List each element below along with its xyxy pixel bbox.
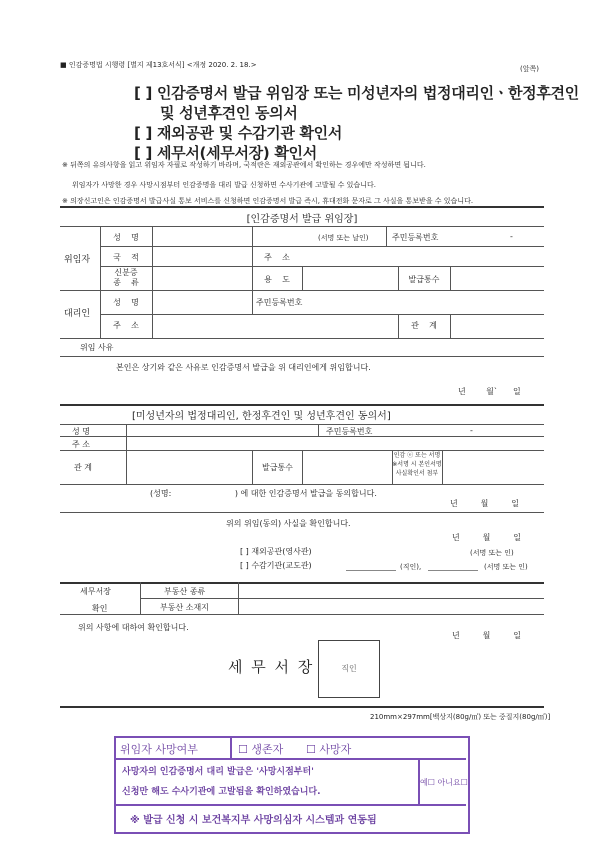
property-location-label: 부동산 소재지 (160, 603, 209, 612)
official-seal-box (318, 640, 380, 698)
title-1b: 및 성년후견인 동의서 (160, 104, 298, 122)
stamp-footer: ※ 발급 신청 시 보건복지부 사망의심자 시스템과 연동됨 (130, 815, 377, 826)
paper-spec: 210mm×297mm[백상지(80g/㎡) 또는 중질지(80g/㎡)] (370, 713, 551, 721)
overseas-sign: (서명 또는 인) (470, 549, 514, 557)
death-check-label: 위임자 사망여부 (120, 743, 198, 756)
s2-relation-label: 관 계 (74, 463, 92, 472)
section1-title: [인감증명서 발급 위임장] (246, 214, 358, 225)
prison-seal: (직인), (400, 563, 422, 571)
title-1: [ ] 인감증명서 발급 위임장 또는 미성년자의 법정대리인ㆍ한정후견인 (134, 84, 579, 102)
nationality-label: 국 적 (113, 253, 139, 262)
agent-address-label: 주 소 (113, 321, 139, 330)
rrn-dash: - (510, 232, 513, 241)
id-type-label: 신분증 종 류 (113, 268, 139, 287)
overseas-mission[interactable]: [ ] 재외공관(영사관) (240, 547, 312, 556)
rrn-label: 주민등록번호 (392, 233, 439, 242)
notice-2: 위임자가 사망한 경우 사망시점부터 인감증명을 대리 발급 신청하면 수사기관에 고발될 수 있습니다. (72, 181, 376, 189)
consent-statement: (성명: ) 에 대한 인감증명서 발급을 동의합니다. (150, 489, 377, 498)
s2-address-label: 주 소 (72, 440, 90, 449)
tax-confirm-statement: 위의 사항에 대하여 확인합니다. (78, 623, 189, 632)
stamp-yes-no[interactable]: 예☐ 아니요☐ (420, 778, 468, 787)
prison-sign: (서명 또는 인) (484, 563, 528, 571)
s2-rrn-dash: - (470, 426, 473, 435)
s2-copies-label: 발급통수 (262, 463, 293, 472)
notice-1: ※ 뒤쪽의 유의사항을 읽고 위임자 자필로 작성하기 바라며, 국적란은 재외공관에서 확인하는 경우에만 작성하면 됩니다. (62, 161, 426, 169)
stamp-warning-2: 신청만 해도 수사기관에 고발됨을 확인하였습니다. (122, 787, 321, 797)
signature-hint: (서명 또는 날인) (318, 234, 369, 242)
date-2: 년 월 일 (450, 499, 519, 508)
checkbox[interactable]: [ ] (134, 84, 153, 102)
agent-rrn-label: 주민등록번호 (256, 298, 303, 307)
form-reference: ■ 인감증명법 시행령 [별지 제13호서식] <개정 2020. 2. 18.> (60, 61, 257, 69)
s2-rrn-label: 주민등록번호 (326, 427, 373, 436)
prison-institution[interactable]: [ ] 수감기관(교도관) (240, 561, 312, 570)
agent-name-label: 성 명 (113, 298, 139, 307)
s2-name-label: 성 명 (72, 427, 90, 436)
official-seal-label: 직인 (341, 664, 357, 673)
dead-option[interactable]: ☐ 사망자 (306, 743, 352, 756)
copies-label: 발급통수 (408, 275, 440, 284)
date-1: 년 월` 일 (458, 387, 521, 396)
agent-label: 대리인 (64, 309, 91, 319)
title-3: [ ] 세무서(세무서장) 확인서 (134, 144, 317, 162)
date-3: 년 월 일 (452, 533, 521, 542)
checkbox[interactable]: [ ] (134, 124, 153, 142)
checkbox[interactable]: [ ] (134, 144, 153, 162)
s2-seal-hint: 인감 ⓔ 또는 서명 ※서명 시 본인서명 사실확인서 첨부 (392, 452, 442, 477)
title-2: [ ] 재외공관 및 수감기관 확인서 (134, 124, 343, 142)
delegator-label: 위임자 (64, 255, 91, 265)
alive-option[interactable]: ☐ 생존자 (238, 743, 284, 756)
relation-label: 관 계 (411, 321, 437, 330)
address-label: 주 소 (264, 253, 290, 262)
date-4: 년 월 일 (452, 631, 521, 640)
name-label: 성 명 (113, 233, 139, 242)
property-type-label: 부동산 종류 (164, 587, 206, 596)
page-side: (앞쪽) (520, 65, 539, 73)
reason-label: 위임 사유 (80, 343, 114, 352)
notice-3: ※ 의장신고인은 인감증명서 발급사실 통보 서비스를 신청하면 인감증명서 발급 즉시, 휴대전화 문자로 그 사실을 통보받을 수 있습니다. (62, 197, 474, 205)
purpose-label: 용 도 (264, 275, 290, 284)
stamp-warning-1: 사망자의 인감증명서 대리 발급은 '사망시점부터' (122, 767, 314, 777)
tax-office-label: 세무서장 (80, 587, 111, 596)
tax-confirm-label: 확인 (92, 604, 108, 613)
confirm-statement: 위의 위임(동의) 사실을 확인합니다. (226, 519, 351, 528)
section2-title: [미성년자의 법정대리인, 한정후견인 및 성년후견인 동의서] (132, 411, 391, 422)
tax-chief-title: 세 무 서 장 (228, 658, 315, 676)
delegation-statement: 본인은 상기와 같은 사유로 인감증명서 발급을 위 대리인에게 위임합니다. (116, 363, 371, 372)
